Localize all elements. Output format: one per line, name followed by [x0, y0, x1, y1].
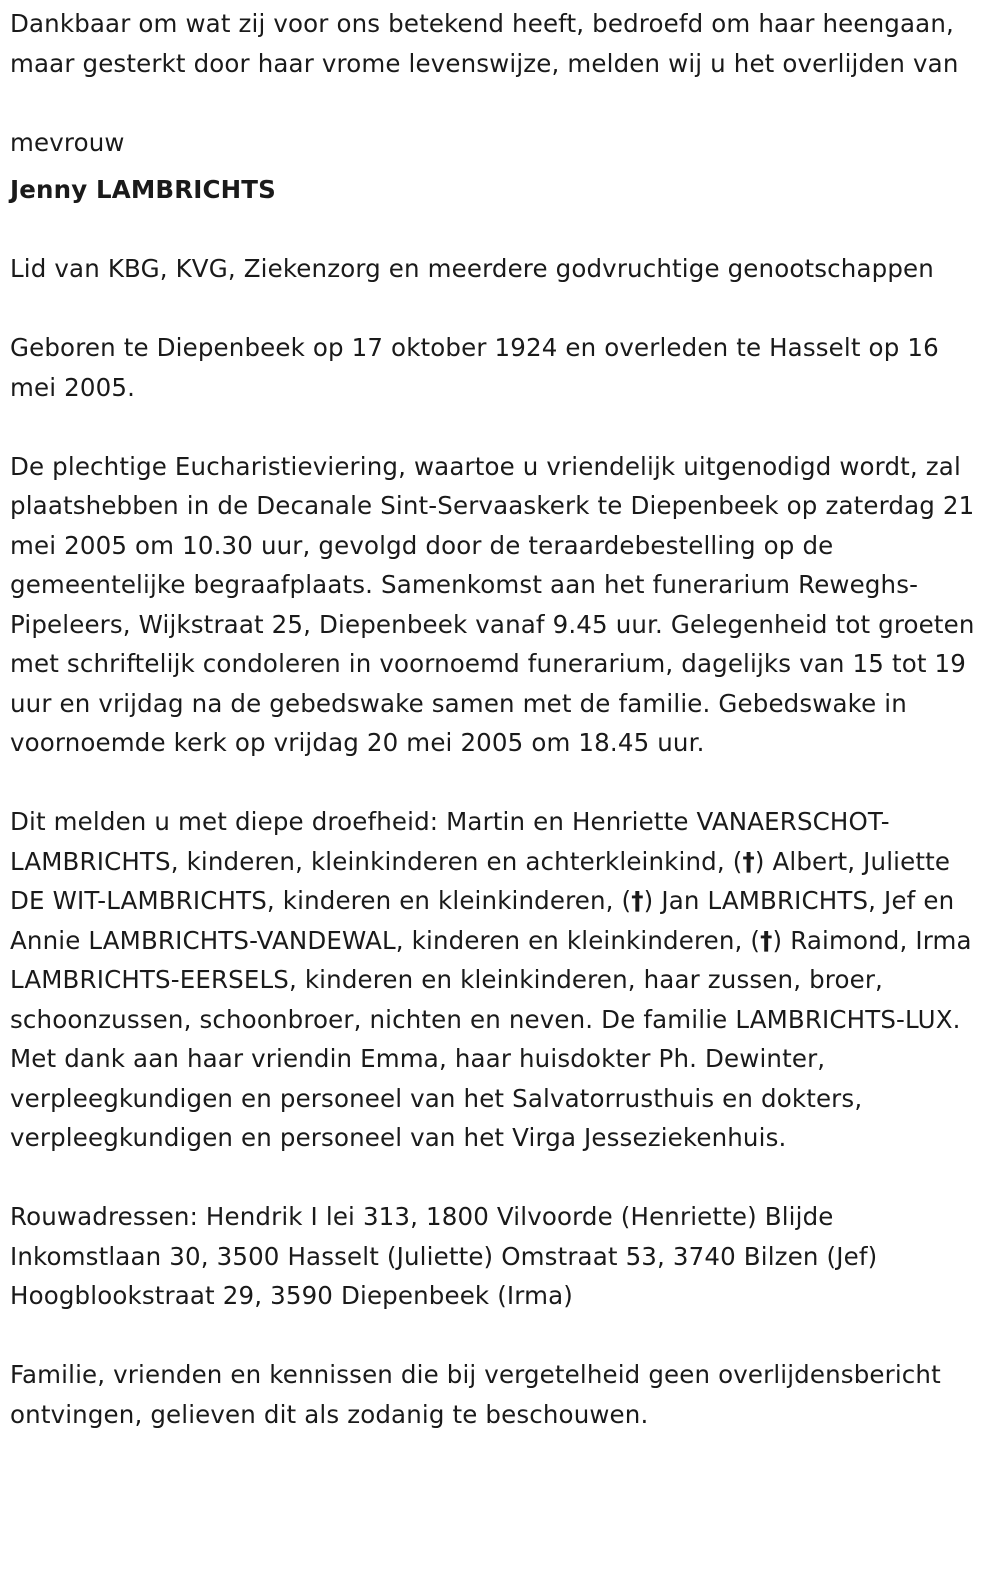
closing-paragraph: Familie, vrienden en kennissen die bij vergetelheid geen overlijdensbericht ontvingen, gelieven dit als zodanig te beschouwen.	[10, 1360, 941, 1429]
addresses-paragraph: Rouwadressen: Hendrik I lei 313, 1800 Vilvoorde (Henriette) Blijde Inkomstlaan 30, 3500 Hasselt (Juliette) Omstraat 53, 3740 Bilzen (Jef) Hoogblookstraat 29, 3590 Diepenbeek (Irma)	[10, 1202, 878, 1310]
family-text-part2: ) Albert, Juliette DE WIT-LAMBRICHTS, kinderen en kleinkinderen, (	[10, 846, 951, 915]
deceased-name: Jenny LAMBRICHTS	[10, 175, 276, 204]
cross-icon: †	[760, 925, 773, 955]
cross-icon: †	[631, 886, 644, 915]
family-text-part4: ) Raimond, Irma LAMBRICHTS-EERSELS, kinderen en kleinkinderen, haar zussen, broer, schoonzussen, schoonbroer, nichten en neven. De familie LAMBRICHTS-LUX. Met dank aan haar vriendin Emma, haar huisdokter Ph. Dewinter, verpleegkundigen en personeel van het Salvatorrusthuis en dokters, verpleegkundigen en personeel van het Virga Jesseziekenhuis.	[10, 925, 972, 1152]
intro-paragraph: Dankbaar om wat zij voor ons betekend heeft, bedroefd om haar heengaan, maar gesterkt door haar vrome levenswijze, melden wij u het overlijden van	[10, 9, 959, 78]
ceremony-paragraph: De plechtige Eucharistieviering, waartoe u vriendelijk uitgenodigd wordt, zal plaatshebben in de Decanale Sint-Servaaskerk te Diepenbeek op zaterdag 21 mei 2005 om 10.30 uur, gevolgd door de teraardebestelling op de gemeentelijke begraafplaats. Samenkomst aan het funerarium Reweghs-Pipeleers, Wijkstraat 25, Diepenbeek vanaf 9.45 uur. Gelegenheid tot groeten met schriftelijk condoleren in voornoemd funerarium, dagelijks van 15 tot 19 uur en vrijdag na de gebedswake samen met de familie. Gebedswake in voornoemde kerk op vrijdag 20 mei 2005 om 18.45 uur.	[10, 451, 975, 757]
memberships-paragraph: Lid van KBG, KVG, Ziekenzorg en meerdere godvruchtige genootschappen	[10, 254, 934, 283]
birth-death-paragraph: Geboren te Diepenbeek op 17 oktober 1924 en overleden te Hasselt op 16 mei 2005.	[10, 333, 939, 402]
family-text-part3: ) Jan LAMBRICHTS, Jef en Annie LAMBRICHTS-VANDEWAL, kinderen en kleinkinderen, (	[10, 886, 955, 955]
obituary-notice	[10, 4, 985, 1434]
family-paragraph	[10, 802, 985, 1158]
title-prefix: mevrouw	[10, 127, 125, 157]
cross-icon: †	[742, 846, 755, 876]
family-text-part1: Dit melden u met diepe droefheid: Martin en Henriette VANAERSCHOT-LAMBRICHTS, kinderen, kleinkinderen en achterkleinkind, (	[10, 807, 890, 876]
